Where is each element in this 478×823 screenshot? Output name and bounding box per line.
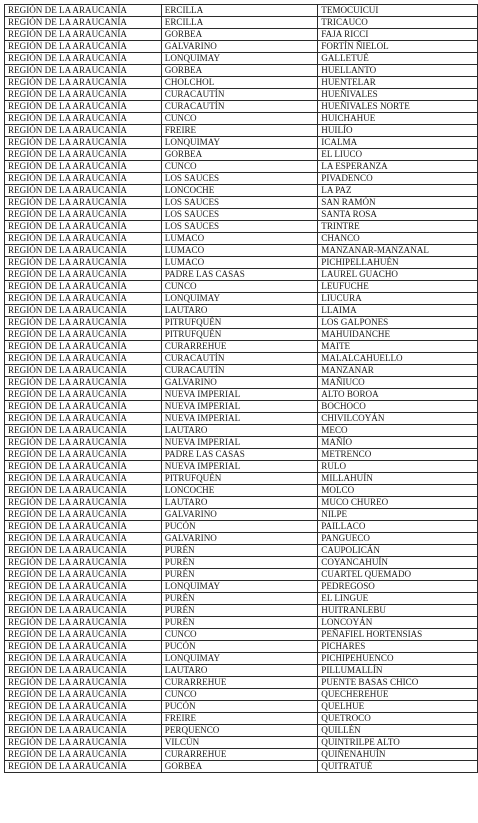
commune-cell: LAUTARO: [161, 665, 318, 677]
commune-cell: GALVARINO: [161, 509, 318, 521]
region-cell: REGIÓN DE LA ARAUCANÍA: [5, 641, 162, 653]
commune-cell: LAUTARO: [161, 425, 318, 437]
region-cell: REGIÓN DE LA ARAUCANÍA: [5, 665, 162, 677]
locality-cell: HUEÑIVALES NORTE: [318, 101, 478, 113]
commune-cell: PADRE LAS CASAS: [161, 449, 318, 461]
commune-cell: CHOLCHOL: [161, 77, 318, 89]
locality-cell: QUINTRILPE ALTO: [318, 737, 478, 749]
table-row: [5, 509, 478, 521]
commune-cell: LOS SAUCES: [161, 173, 318, 185]
commune-cell: GORBEA: [161, 761, 318, 773]
region-cell: REGIÓN DE LA ARAUCANÍA: [5, 341, 162, 353]
region-cell: REGIÓN DE LA ARAUCANÍA: [5, 77, 162, 89]
commune-cell: LONQUIMAY: [161, 653, 318, 665]
region-cell: REGIÓN DE LA ARAUCANÍA: [5, 281, 162, 293]
commune-cell: PUCÓN: [161, 641, 318, 653]
locality-table: [4, 4, 478, 773]
locality-cell: MUCO CHUREO: [318, 497, 478, 509]
commune-cell: CURACAUTÍN: [161, 365, 318, 377]
region-cell: REGIÓN DE LA ARAUCANÍA: [5, 437, 162, 449]
commune-cell: LUMACO: [161, 245, 318, 257]
locality-cell: HUICHAHUE: [318, 113, 478, 125]
commune-cell: CURARREHUE: [161, 677, 318, 689]
locality-cell: LLAIMA: [318, 305, 478, 317]
commune-cell: GORBEA: [161, 149, 318, 161]
region-cell: REGIÓN DE LA ARAUCANÍA: [5, 401, 162, 413]
commune-cell: ERCILLA: [161, 17, 318, 29]
locality-cell: PEÑAFIEL HORTENSIAS: [318, 629, 478, 641]
commune-cell: LAUTARO: [161, 497, 318, 509]
locality-cell: MAÑIUCO: [318, 377, 478, 389]
commune-cell: PURÉN: [161, 545, 318, 557]
region-cell: REGIÓN DE LA ARAUCANÍA: [5, 569, 162, 581]
table-row: [5, 665, 478, 677]
commune-cell: NUEVA IMPERIAL: [161, 413, 318, 425]
region-cell: REGIÓN DE LA ARAUCANÍA: [5, 17, 162, 29]
table-row: [5, 545, 478, 557]
locality-cell: SANTA ROSA: [318, 209, 478, 221]
region-cell: REGIÓN DE LA ARAUCANÍA: [5, 257, 162, 269]
table-row: [5, 761, 478, 773]
locality-cell: LONCOYÁN: [318, 617, 478, 629]
commune-cell: NUEVA IMPERIAL: [161, 401, 318, 413]
region-cell: REGIÓN DE LA ARAUCANÍA: [5, 509, 162, 521]
locality-cell: QUILLÉN: [318, 725, 478, 737]
table-row: [5, 77, 478, 89]
region-cell: REGIÓN DE LA ARAUCANÍA: [5, 41, 162, 53]
table-row: [5, 101, 478, 113]
region-cell: REGIÓN DE LA ARAUCANÍA: [5, 761, 162, 773]
locality-cell: SAN RAMÓN: [318, 197, 478, 209]
locality-cell: PEDREGOSO: [318, 581, 478, 593]
table-row: [5, 353, 478, 365]
table-row: [5, 245, 478, 257]
locality-cell: QUIÑENAHUÍN: [318, 749, 478, 761]
region-cell: REGIÓN DE LA ARAUCANÍA: [5, 605, 162, 617]
locality-cell: PANGUECO: [318, 533, 478, 545]
table-row: [5, 485, 478, 497]
table-row: [5, 461, 478, 473]
region-cell: REGIÓN DE LA ARAUCANÍA: [5, 533, 162, 545]
table-row: [5, 629, 478, 641]
table-row: [5, 341, 478, 353]
commune-cell: PADRE LAS CASAS: [161, 269, 318, 281]
table-row: [5, 149, 478, 161]
table-row: [5, 365, 478, 377]
region-cell: REGIÓN DE LA ARAUCANÍA: [5, 173, 162, 185]
region-cell: REGIÓN DE LA ARAUCANÍA: [5, 305, 162, 317]
locality-cell: HUITRANLEBU: [318, 605, 478, 617]
locality-cell: PICHARES: [318, 641, 478, 653]
table-row: [5, 5, 478, 17]
commune-cell: LONQUIMAY: [161, 137, 318, 149]
commune-cell: LOS SAUCES: [161, 221, 318, 233]
region-cell: REGIÓN DE LA ARAUCANÍA: [5, 713, 162, 725]
locality-cell: MILLAHUÍN: [318, 473, 478, 485]
region-cell: REGIÓN DE LA ARAUCANÍA: [5, 449, 162, 461]
region-cell: REGIÓN DE LA ARAUCANÍA: [5, 185, 162, 197]
table-row: [5, 209, 478, 221]
locality-cell: PICHIPELLAHUÉN: [318, 257, 478, 269]
region-cell: REGIÓN DE LA ARAUCANÍA: [5, 221, 162, 233]
locality-cell: LA PAZ: [318, 185, 478, 197]
table-row: [5, 749, 478, 761]
table-row: [5, 377, 478, 389]
locality-cell: RULO: [318, 461, 478, 473]
table-row: [5, 449, 478, 461]
region-cell: REGIÓN DE LA ARAUCANÍA: [5, 101, 162, 113]
commune-cell: LOS SAUCES: [161, 197, 318, 209]
region-cell: REGIÓN DE LA ARAUCANÍA: [5, 269, 162, 281]
commune-cell: PITRUFQUÉN: [161, 329, 318, 341]
commune-cell: LAUTARO: [161, 305, 318, 317]
region-cell: REGIÓN DE LA ARAUCANÍA: [5, 497, 162, 509]
locality-cell: MANZANAR: [318, 365, 478, 377]
region-cell: REGIÓN DE LA ARAUCANÍA: [5, 737, 162, 749]
locality-cell: LIUCURA: [318, 293, 478, 305]
table-row: [5, 713, 478, 725]
region-cell: REGIÓN DE LA ARAUCANÍA: [5, 461, 162, 473]
locality-cell: MOLCO: [318, 485, 478, 497]
table-row: [5, 737, 478, 749]
locality-cell: TRINTRE: [318, 221, 478, 233]
commune-cell: PERQUENCO: [161, 725, 318, 737]
table-row: [5, 425, 478, 437]
commune-cell: GALVARINO: [161, 377, 318, 389]
region-cell: REGIÓN DE LA ARAUCANÍA: [5, 413, 162, 425]
locality-cell: CHIVILCOYÁN: [318, 413, 478, 425]
table-row: [5, 185, 478, 197]
region-cell: REGIÓN DE LA ARAUCANÍA: [5, 209, 162, 221]
commune-cell: PURÉN: [161, 593, 318, 605]
locality-cell: HUENTELAR: [318, 77, 478, 89]
region-cell: REGIÓN DE LA ARAUCANÍA: [5, 29, 162, 41]
table-row: [5, 257, 478, 269]
region-cell: REGIÓN DE LA ARAUCANÍA: [5, 653, 162, 665]
locality-cell: EL LINGUE: [318, 593, 478, 605]
locality-cell: CAUPOLICÁN: [318, 545, 478, 557]
region-cell: REGIÓN DE LA ARAUCANÍA: [5, 701, 162, 713]
commune-cell: PITRUFQUÉN: [161, 473, 318, 485]
table-row: [5, 89, 478, 101]
table-row: [5, 137, 478, 149]
region-cell: REGIÓN DE LA ARAUCANÍA: [5, 617, 162, 629]
region-cell: REGIÓN DE LA ARAUCANÍA: [5, 149, 162, 161]
table-row: [5, 569, 478, 581]
locality-cell: GALLETUÉ: [318, 53, 478, 65]
table-row: [5, 641, 478, 653]
commune-cell: LONCOCHE: [161, 485, 318, 497]
locality-cell: CHANCO: [318, 233, 478, 245]
commune-cell: PITRUFQUÉN: [161, 317, 318, 329]
locality-cell: QUITRATUÉ: [318, 761, 478, 773]
commune-cell: FREIRE: [161, 713, 318, 725]
commune-cell: GALVARINO: [161, 533, 318, 545]
region-cell: REGIÓN DE LA ARAUCANÍA: [5, 233, 162, 245]
locality-cell: MAITE: [318, 341, 478, 353]
table-row: [5, 437, 478, 449]
table-row: [5, 677, 478, 689]
table-row: [5, 689, 478, 701]
locality-cell: ALTO BOROA: [318, 389, 478, 401]
locality-cell: FORTÍN ÑIELOL: [318, 41, 478, 53]
commune-cell: PURÉN: [161, 557, 318, 569]
region-cell: REGIÓN DE LA ARAUCANÍA: [5, 557, 162, 569]
commune-cell: CURARREHUE: [161, 749, 318, 761]
commune-cell: PUCÓN: [161, 521, 318, 533]
locality-cell: MAÑÍO: [318, 437, 478, 449]
region-cell: REGIÓN DE LA ARAUCANÍA: [5, 545, 162, 557]
locality-cell: BOCHOCO: [318, 401, 478, 413]
locality-cell: CUARTEL QUEMADO: [318, 569, 478, 581]
commune-cell: VILCÚN: [161, 737, 318, 749]
commune-cell: CUNCO: [161, 281, 318, 293]
commune-cell: CURACAUTÍN: [161, 101, 318, 113]
region-cell: REGIÓN DE LA ARAUCANÍA: [5, 293, 162, 305]
locality-cell: MECO: [318, 425, 478, 437]
commune-cell: GORBEA: [161, 65, 318, 77]
commune-cell: CUNCO: [161, 689, 318, 701]
region-cell: REGIÓN DE LA ARAUCANÍA: [5, 629, 162, 641]
table-row: [5, 413, 478, 425]
table-row: [5, 329, 478, 341]
locality-cell: PILLUMALLÍN: [318, 665, 478, 677]
table-row: [5, 605, 478, 617]
commune-cell: NUEVA IMPERIAL: [161, 461, 318, 473]
table-row: [5, 221, 478, 233]
locality-cell: LA ESPERANZA: [318, 161, 478, 173]
locality-cell: PAILLACO: [318, 521, 478, 533]
table-row: [5, 197, 478, 209]
commune-cell: PURÉN: [161, 605, 318, 617]
region-cell: REGIÓN DE LA ARAUCANÍA: [5, 581, 162, 593]
table-row: [5, 521, 478, 533]
table-row: [5, 497, 478, 509]
table-row: [5, 581, 478, 593]
table-row: [5, 653, 478, 665]
table-row: [5, 269, 478, 281]
table-row: [5, 29, 478, 41]
region-cell: REGIÓN DE LA ARAUCANÍA: [5, 197, 162, 209]
table-row: [5, 725, 478, 737]
table-row: [5, 293, 478, 305]
region-cell: REGIÓN DE LA ARAUCANÍA: [5, 365, 162, 377]
locality-cell: MALALCAHUELLO: [318, 353, 478, 365]
commune-cell: PURÉN: [161, 617, 318, 629]
commune-cell: CUNCO: [161, 629, 318, 641]
commune-cell: LONCOCHE: [161, 185, 318, 197]
commune-cell: CURARREHUE: [161, 341, 318, 353]
region-cell: REGIÓN DE LA ARAUCANÍA: [5, 161, 162, 173]
locality-cell: FAJA RICCI: [318, 29, 478, 41]
commune-cell: CUNCO: [161, 113, 318, 125]
commune-cell: PUCÓN: [161, 701, 318, 713]
commune-cell: NUEVA IMPERIAL: [161, 437, 318, 449]
table-row: [5, 41, 478, 53]
locality-cell: TEMOCUICUI: [318, 5, 478, 17]
locality-cell: METRENCO: [318, 449, 478, 461]
table-row: [5, 473, 478, 485]
region-cell: REGIÓN DE LA ARAUCANÍA: [5, 473, 162, 485]
table-row: [5, 401, 478, 413]
commune-cell: CUNCO: [161, 161, 318, 173]
region-cell: REGIÓN DE LA ARAUCANÍA: [5, 65, 162, 77]
table-row: [5, 593, 478, 605]
region-cell: REGIÓN DE LA ARAUCANÍA: [5, 53, 162, 65]
locality-cell: HUELLANTO: [318, 65, 478, 77]
locality-cell: HUILÍO: [318, 125, 478, 137]
commune-cell: NUEVA IMPERIAL: [161, 389, 318, 401]
region-cell: REGIÓN DE LA ARAUCANÍA: [5, 137, 162, 149]
table-row: [5, 617, 478, 629]
region-cell: REGIÓN DE LA ARAUCANÍA: [5, 689, 162, 701]
region-cell: REGIÓN DE LA ARAUCANÍA: [5, 593, 162, 605]
region-cell: REGIÓN DE LA ARAUCANÍA: [5, 521, 162, 533]
table-row: [5, 173, 478, 185]
region-cell: REGIÓN DE LA ARAUCANÍA: [5, 425, 162, 437]
locality-cell: HUEÑIVALES: [318, 89, 478, 101]
table-row: [5, 701, 478, 713]
locality-cell: QUECHEREHUE: [318, 689, 478, 701]
commune-cell: LOS SAUCES: [161, 209, 318, 221]
locality-cell: TRICAUCO: [318, 17, 478, 29]
locality-cell: LEUFUCHE: [318, 281, 478, 293]
table-row: [5, 113, 478, 125]
commune-cell: LUMACO: [161, 257, 318, 269]
table-row: [5, 557, 478, 569]
region-cell: REGIÓN DE LA ARAUCANÍA: [5, 5, 162, 17]
region-cell: REGIÓN DE LA ARAUCANÍA: [5, 89, 162, 101]
table-row: [5, 389, 478, 401]
table-row: [5, 161, 478, 173]
table-row: [5, 317, 478, 329]
table-body: [5, 5, 478, 773]
locality-cell: QUETROCO: [318, 713, 478, 725]
region-cell: REGIÓN DE LA ARAUCANÍA: [5, 485, 162, 497]
region-cell: REGIÓN DE LA ARAUCANÍA: [5, 353, 162, 365]
commune-cell: FREIRE: [161, 125, 318, 137]
commune-cell: CURACAUTÍN: [161, 89, 318, 101]
region-cell: REGIÓN DE LA ARAUCANÍA: [5, 113, 162, 125]
locality-cell: COYANCAHUÍN: [318, 557, 478, 569]
commune-cell: GALVARINO: [161, 41, 318, 53]
locality-cell: PICHIPEHUENCO: [318, 653, 478, 665]
locality-cell: EL LIUCO: [318, 149, 478, 161]
table-row: [5, 233, 478, 245]
commune-cell: LONQUIMAY: [161, 581, 318, 593]
locality-cell: LOS GALPONES: [318, 317, 478, 329]
region-cell: REGIÓN DE LA ARAUCANÍA: [5, 677, 162, 689]
table-row: [5, 305, 478, 317]
locality-cell: QUELHUE: [318, 701, 478, 713]
locality-cell: MANZANAR-MANZANAL: [318, 245, 478, 257]
commune-cell: LONQUIMAY: [161, 53, 318, 65]
locality-cell: PUENTE BASAS CHICO: [318, 677, 478, 689]
locality-cell: LAUREL GUACHO: [318, 269, 478, 281]
table-row: [5, 17, 478, 29]
locality-cell: ICALMA: [318, 137, 478, 149]
table-row: [5, 125, 478, 137]
region-cell: REGIÓN DE LA ARAUCANÍA: [5, 317, 162, 329]
region-cell: REGIÓN DE LA ARAUCANÍA: [5, 725, 162, 737]
commune-cell: PURÉN: [161, 569, 318, 581]
table-row: [5, 281, 478, 293]
region-cell: REGIÓN DE LA ARAUCANÍA: [5, 125, 162, 137]
table-row: [5, 53, 478, 65]
locality-cell: PIVADENCO: [318, 173, 478, 185]
commune-cell: LONQUIMAY: [161, 293, 318, 305]
region-cell: REGIÓN DE LA ARAUCANÍA: [5, 329, 162, 341]
commune-cell: ERCILLA: [161, 5, 318, 17]
table-row: [5, 533, 478, 545]
region-cell: REGIÓN DE LA ARAUCANÍA: [5, 377, 162, 389]
region-cell: REGIÓN DE LA ARAUCANÍA: [5, 389, 162, 401]
table-row: [5, 65, 478, 77]
commune-cell: LUMACO: [161, 233, 318, 245]
commune-cell: GORBEA: [161, 29, 318, 41]
region-cell: REGIÓN DE LA ARAUCANÍA: [5, 245, 162, 257]
locality-cell: NILPE: [318, 509, 478, 521]
region-cell: REGIÓN DE LA ARAUCANÍA: [5, 749, 162, 761]
locality-cell: MAHUIDANCHE: [318, 329, 478, 341]
commune-cell: CURACAUTÍN: [161, 353, 318, 365]
